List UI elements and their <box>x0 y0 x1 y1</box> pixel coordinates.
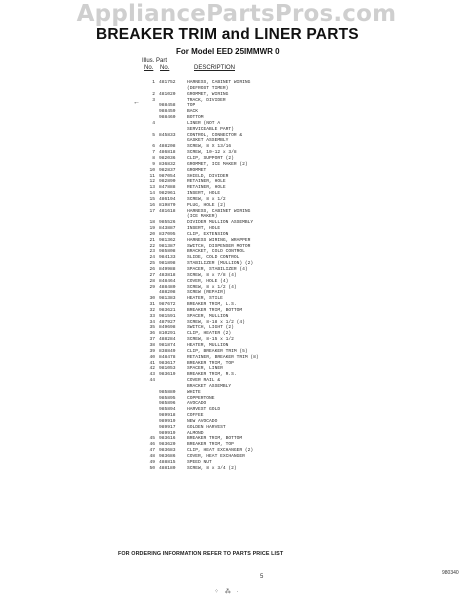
part-number: 988458 <box>159 103 176 109</box>
part-description: RETAINER, BREAKER TRIM (8) <box>187 354 259 360</box>
illus-number: 7 <box>152 150 155 156</box>
illus-number: 40 <box>149 354 155 360</box>
illus-number: 27 <box>149 272 155 278</box>
illus-number: 20 <box>149 231 155 237</box>
part-description: SCREW, 8 x 1/2 (4) <box>187 284 237 290</box>
part-description: AVOCADO <box>187 401 207 407</box>
part-description: SCREW, 8 x 7/8 (4) <box>187 272 237 278</box>
illus-number: 33 <box>149 313 155 319</box>
part-number: 848478 <box>159 354 176 360</box>
part-number: 983683 <box>159 448 176 454</box>
illus-number: 13 <box>149 185 155 191</box>
part-description: SWITCH, LIGHT (2) <box>187 325 234 331</box>
part-number: 981874 <box>159 342 176 348</box>
part-number: 487927 <box>159 319 176 325</box>
illus-number: 4 <box>152 120 155 126</box>
part-number: 989919 <box>159 418 176 424</box>
illus-number: 32 <box>149 307 155 313</box>
part-description: BRACKET ASSEMBLY <box>187 383 232 389</box>
ordering-footer: FOR ORDERING INFORMATION REFER TO PARTS PRICE LIST <box>118 551 284 557</box>
part-description: CLIP, EXTENSION <box>187 231 229 237</box>
part-description: CLIP, HEAT EXCHANGER (2) <box>187 448 254 454</box>
part-description: SCREW (REPAIR) <box>187 290 226 296</box>
illus-number: 25 <box>149 261 155 267</box>
illus-number: 36 <box>149 331 155 337</box>
part-description: BACK <box>187 109 199 115</box>
part-description: BREAKER TRIM, BOTTOM <box>187 436 243 442</box>
part-number: 981591 <box>159 313 176 319</box>
part-description: GROMMET <box>187 167 207 173</box>
part-number: 983621 <box>159 307 176 313</box>
part-number: 981387 <box>159 243 176 249</box>
part-description: RETAINER, HOLE <box>187 185 226 191</box>
part-description: SWITCH, DISPENSER MOTOR <box>187 243 251 249</box>
part-number: 988459 <box>159 109 176 115</box>
part-number: 983620 <box>159 442 176 448</box>
part-description: SCREW, 8-15 x 1/2 <box>187 337 234 343</box>
part-description: SPACER, MULLION <box>187 313 229 319</box>
part-description: BREAKER TRIM, BOTTOM <box>187 307 243 313</box>
illus-number: 6 <box>152 144 155 150</box>
illus-number: 46 <box>149 442 155 448</box>
part-number: 985896 <box>159 401 176 407</box>
part-description: CLIP, HEATER (2) <box>187 331 232 337</box>
part-number: 989919 <box>159 430 176 436</box>
part-description: SCREW, 8 X 13/16 <box>187 144 232 150</box>
part-number: 488180 <box>159 465 176 471</box>
part-number: 985880 <box>159 389 176 395</box>
illus-number: 16 <box>149 202 155 208</box>
part-description: SPACER, LINER <box>187 366 223 372</box>
part-number: 981362 <box>159 237 176 243</box>
part-description: SPEED NUT <box>187 459 212 465</box>
illus-number: 50 <box>149 465 155 471</box>
illus-number: 39 <box>149 348 155 354</box>
part-number: 488208 <box>159 290 176 296</box>
part-number: 838849 <box>159 348 176 354</box>
part-number: 849988 <box>159 267 176 272</box>
part-description: TRACK, DIVIDER <box>187 97 226 103</box>
illus-number: 19 <box>149 226 155 232</box>
illus-number: 49 <box>149 459 155 465</box>
part-description: PLUG, HOLE (2) <box>187 202 226 208</box>
parts-list <box>142 80 342 472</box>
model-line: For Model EED 25IMMWR 0 <box>176 47 280 56</box>
illus-number: 12 <box>149 179 155 185</box>
part-description: SCREW, 8 x 3/4 (2) <box>187 465 237 471</box>
part-description: BREAKER TRIM, L.S. <box>187 302 237 308</box>
part-number: 847888 <box>159 185 176 191</box>
part-number: 486818 <box>159 150 176 156</box>
part-description: BREAKER TRIM, TOP <box>187 442 234 448</box>
illus-number: 42 <box>149 366 155 372</box>
illus-number: 28 <box>149 278 155 284</box>
part-description: (DEFROST TIMER) <box>187 85 229 91</box>
part-number: 989918 <box>159 413 176 419</box>
part-description: HARNESS, CABINET WIRING <box>187 208 251 214</box>
part-number: 987672 <box>159 302 176 308</box>
illus-number: 2 <box>152 91 155 97</box>
part-description: SHIELD, DIVIDER <box>187 173 229 179</box>
illus-number: 17 <box>149 208 155 214</box>
part-number: 987054 <box>159 173 176 179</box>
illus-part-header: Illus. Part <box>142 58 168 64</box>
document-number: 980340 <box>442 570 459 576</box>
illus-number: 37 <box>149 337 155 343</box>
part-number: 486194 <box>159 196 176 202</box>
part-number: 849698 <box>159 325 176 331</box>
part-number: 985526 <box>159 220 176 226</box>
part-description: LINER (NOT A <box>187 120 221 126</box>
part-description: COVER, HOLE (4) <box>187 278 229 284</box>
part-number: 843887 <box>159 226 176 232</box>
part-number: 983686 <box>159 454 176 459</box>
part-description: COPPERTONE <box>187 395 215 401</box>
part-description: WHITE <box>187 389 201 395</box>
part-number: 982036 <box>159 155 176 161</box>
part-description: CLIP, BREAKER TRIM (5) <box>187 348 248 354</box>
part-number: 481752 <box>159 80 176 85</box>
part-number: 488208 <box>159 144 176 150</box>
part-number: 982890 <box>159 179 176 185</box>
part-description: CLIP, SUPPORT (2) <box>187 155 234 161</box>
part-number: 982837 <box>159 167 176 173</box>
part-number: 819870 <box>159 202 176 208</box>
part-description: SLIDE, COLD CONTROL <box>187 255 240 261</box>
part-number: 483818 <box>159 272 176 278</box>
part-number: 481618 <box>159 208 176 214</box>
part-description: SERVICEABLE PART) <box>187 126 234 132</box>
part-description: SCREW, 8-18 x 1/2 (4) <box>187 319 245 325</box>
part-description: CONTROL, CONNECTOR & <box>187 132 243 138</box>
part-description: BREAKER TRIM, R.S. <box>187 372 237 378</box>
part-number: 981898 <box>159 261 176 267</box>
illus-number: 8 <box>152 155 155 161</box>
part-description: HARNESS, CABINET WIRING <box>187 80 251 85</box>
part-description: SCREW, 8 x 1/2 <box>187 196 226 202</box>
illus-number: 48 <box>149 454 155 459</box>
illus-number: 15 <box>149 196 155 202</box>
part-description: GROMMET, WIRING <box>187 91 229 97</box>
part-description: SPACER, STABILIZER (4) <box>187 267 248 272</box>
part-number: 985894 <box>159 407 176 413</box>
part-number: 481020 <box>159 91 176 97</box>
scan-specks: ⁘ ⁂ · <box>214 589 241 595</box>
part-number: 488480 <box>159 284 176 290</box>
illus-number: 21 <box>149 237 155 243</box>
part-number: 985895 <box>159 395 176 401</box>
part-description: INSERT, HOLE <box>187 226 221 232</box>
part-description: STABILIZER (MULLION) (2) <box>187 261 254 267</box>
part-number: 984133 <box>159 255 176 261</box>
illus-number: 26 <box>149 267 155 272</box>
illus-number: 30 <box>149 296 155 302</box>
part-description: BRACKET, COLD CONTROL <box>187 249 245 255</box>
part-description: RETAINER, HOLE <box>187 179 226 185</box>
illus-number: 11 <box>149 173 155 179</box>
illus-number: 29 <box>149 284 155 290</box>
illus-number: 1 <box>152 80 155 85</box>
part-description: HEATER, STILE <box>187 296 223 302</box>
part-description: GROMMET, ICE MAKER (2) <box>187 161 248 167</box>
table-row <box>142 466 342 472</box>
description-header: DESCRIPTION <box>194 65 236 71</box>
part-description: GOLDEN HARVEST <box>187 424 226 430</box>
part-number: 982961 <box>159 191 176 197</box>
illus-number: 23 <box>149 249 155 255</box>
part-description: COFFEE <box>187 413 204 419</box>
part-number: 837095 <box>159 231 176 237</box>
illus-number: 14 <box>149 191 155 197</box>
illus-no-header: No. <box>144 65 154 71</box>
part-number: 983616 <box>159 436 176 442</box>
illus-number: 31 <box>149 302 155 308</box>
part-number: 845833 <box>159 132 176 138</box>
part-description: GASKET ASSEMBLY <box>187 138 229 144</box>
illus-number: 18 <box>149 220 155 226</box>
page-title: BREAKER TRIM and LINER PARTS <box>96 26 359 43</box>
part-number: 988460 <box>159 115 176 121</box>
part-description: TOP <box>187 103 196 109</box>
illus-number: 34 <box>149 319 155 325</box>
illus-number: 9 <box>152 161 155 167</box>
illus-number: 3 <box>152 97 155 103</box>
part-number: 985808 <box>159 249 176 255</box>
part-description: BREAKER TRIM, TOP <box>187 360 234 366</box>
part-description: SCREW, 10-12 x 3/8 <box>187 150 237 156</box>
part-number: 848464 <box>159 278 176 284</box>
illus-number: 24 <box>149 255 155 261</box>
part-number: 981053 <box>159 366 176 372</box>
illus-number: 10 <box>149 167 155 173</box>
part-description: HEATER, MULLION <box>187 342 229 348</box>
page-number: 5 <box>260 574 264 580</box>
part-number: 488815 <box>159 459 176 465</box>
illus-number: 43 <box>149 372 155 378</box>
part-number: 836832 <box>159 161 176 167</box>
part-description: HARVEST GOLD <box>187 407 221 413</box>
part-description: COVER, HEAT EXCHANGER <box>187 454 245 459</box>
arrow-marker-icon: ← <box>133 99 140 106</box>
illus-number: 22 <box>149 243 155 249</box>
watermark: AppliancePartsPros.com <box>76 1 397 27</box>
part-number: 989917 <box>159 424 176 430</box>
part-description: BOTTOM <box>187 115 204 121</box>
part-description: HARNESS WIRING, WRAPPER <box>187 237 251 243</box>
part-number: 983619 <box>159 372 176 378</box>
illus-number: 47 <box>149 448 155 454</box>
part-number: 810291 <box>159 331 176 337</box>
illus-number: 44 <box>149 378 155 384</box>
part-number: 983617 <box>159 360 176 366</box>
part-description: NEW AVOCADO <box>187 418 218 424</box>
illus-number: 5 <box>152 132 155 138</box>
part-no-header: No. <box>160 65 170 71</box>
part-number: 488284 <box>159 337 176 343</box>
illus-number: 35 <box>149 325 155 331</box>
part-description: DIVIDER MULLION ASSEMBLY <box>187 220 254 226</box>
part-description: INSERT, HOLE <box>187 191 221 197</box>
illus-number: 38 <box>149 342 155 348</box>
part-description: COVER RAIL & <box>187 378 221 384</box>
illus-number: 41 <box>149 360 155 366</box>
part-description: ALMOND <box>187 430 204 436</box>
part-description: (ICE MAKER) <box>187 214 218 220</box>
part-number: 981383 <box>159 296 176 302</box>
illus-number: 45 <box>149 436 155 442</box>
